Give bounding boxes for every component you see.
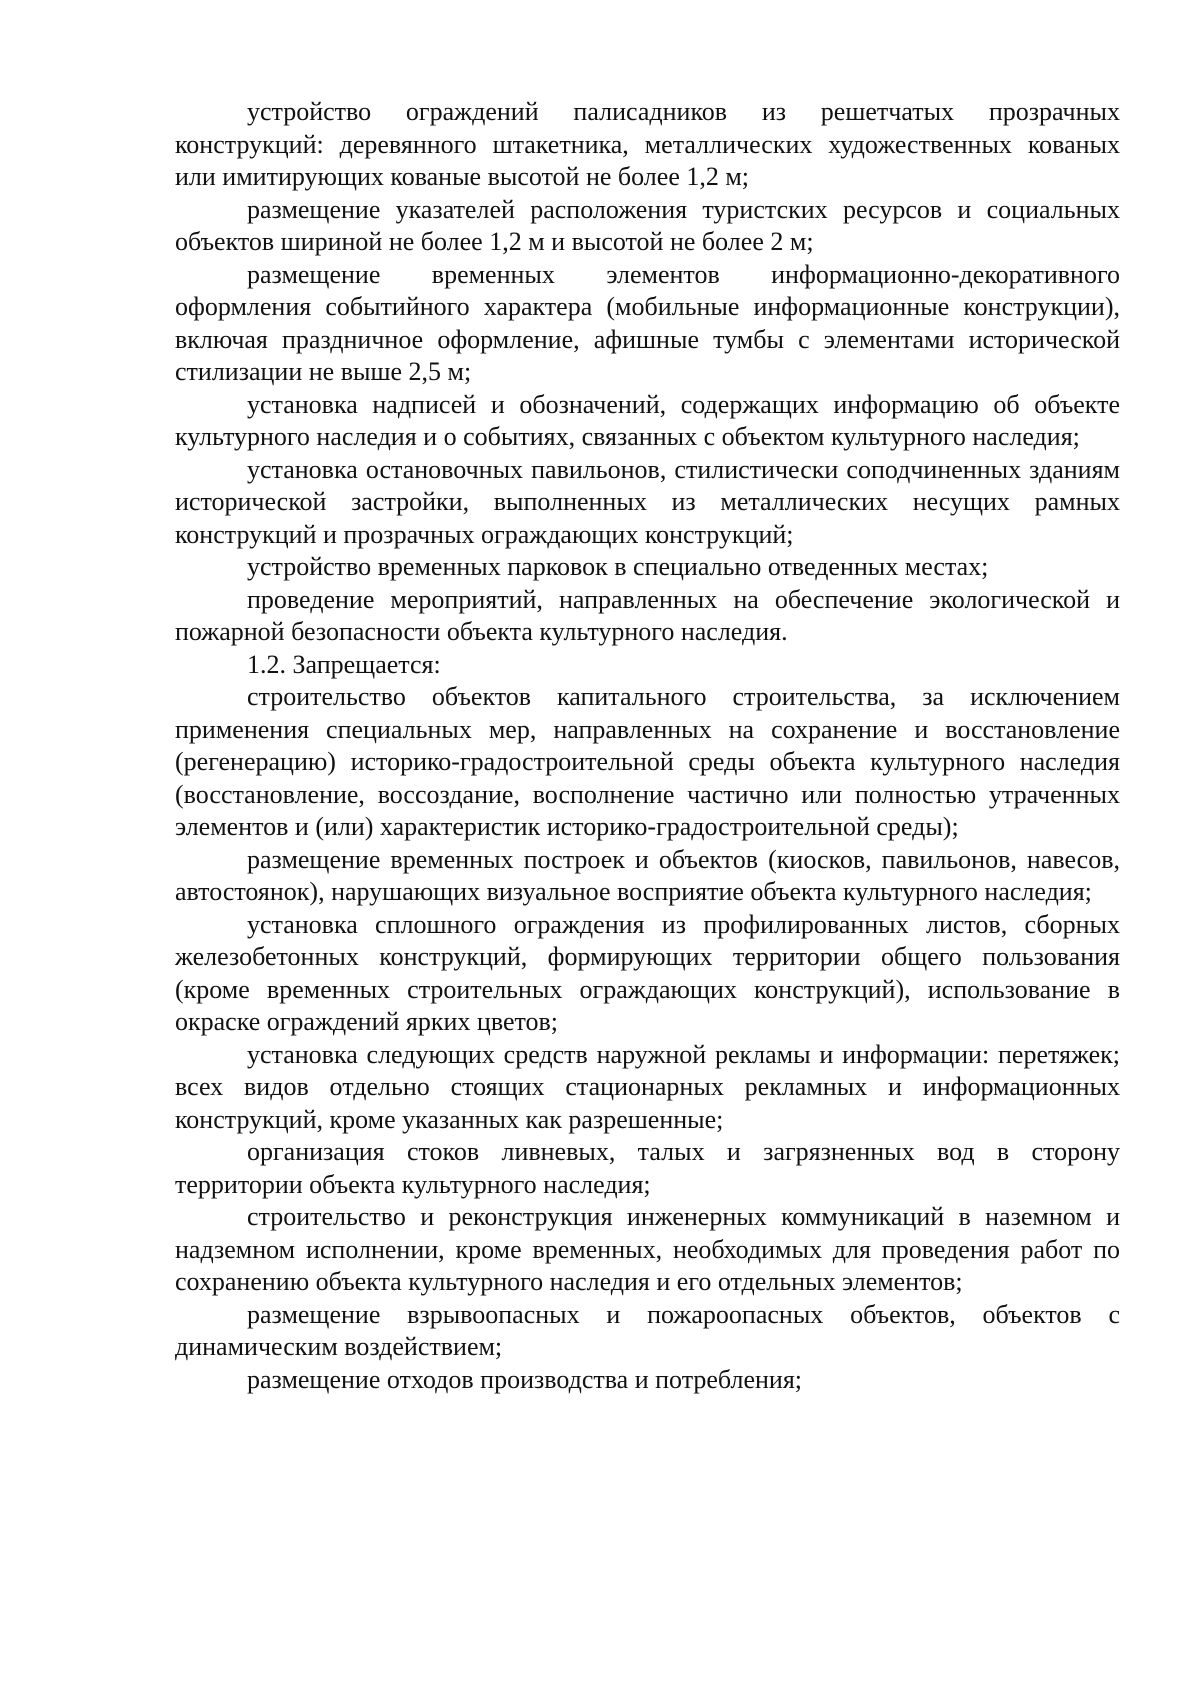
paragraph-inscriptions: установка надписей и обозначений, содержащих информацию об объекте культурного наследия и о событиях, связанных с объектом культурного наследия; (175, 389, 1120, 451)
paragraph-temporary-parking: устройство временных парковок в специально отведенных местах; (247, 552, 989, 581)
paragraph-water-drainage: организация стоков ливневых, талых и загрязненных вод в сторону территории объекта культурного наследия; (175, 1137, 1120, 1199)
paragraph-utilities: строительство и реконструкция инженерных коммуникаций в наземном и надземном исполнении, кроме временных, необходимых для проведения работ по сохранению объекта культурного наследия и его отдельных элементов; (175, 1202, 1120, 1296)
document-page (175, 96, 1120, 1396)
paragraph-solid-fencing: установка сплошного ограждения из профилированных листов, сборных железобетонных конструкций, формирующих территории общего пользования (кроме временных строительных ограждающих конструкций), использование в окраске ограждений ярких цветов; (175, 909, 1120, 1036)
section-heading-prohibited: 1.2. Запрещается: (247, 649, 441, 679)
paragraph-tourist-signs: размещение указателей расположения туристских ресурсов и социальных объектов шириной не более 1,2 м и высотой не более 2 м; (175, 194, 1120, 256)
paragraph-waste-placement: размещение отходов производства и потребления; (247, 1364, 803, 1394)
paragraph-temporary-buildings: размещение временных построек и объектов (киосков, павильонов, навесов, автостоянок), нарушающих визуальное восприятие объекта культурного наследия; (175, 844, 1120, 906)
paragraph-safety-measures: проведение мероприятий, направленных на обеспечение экологической и пожарной безопасности объекта культурного наследия. (175, 584, 1120, 646)
paragraph-temporary-decor: размещение временных элементов информационно-декоративного оформления событийного характера (мобильные информационные конструкции), включая праздничное оформление, афишные тумбы с элементами исторической стилизации не выше 2,5 м; (175, 259, 1120, 386)
paragraph-capital-construction: строительство объектов капитального строительства, за исключением применения специальных мер, направленных на сохранение и восстановление (регенерацию) историко-градостроительной среды объекта культурного наследия (восстановление, воссоздание, восполнение частично или полностью утраченных элементов и (или) характеристик историко-градостроительной среды); (175, 682, 1120, 841)
paragraph-palisade-fencing: устройство ограждений палисадников из решетчатых прозрачных конструкций: деревянного штакетника, металлических художественных кованых или имитирующих кованые высотой не более 1,2 м; (175, 97, 1120, 191)
paragraph-outdoor-advertising: установка следующих средств наружной рекламы и информации: перетяжек; всех видов отдельно стоящих стационарных рекламных и информационных конструкций, кроме указанных как разрешенные; (175, 1039, 1120, 1134)
paragraph-hazardous-objects: размещение взрывоопасных и пожароопасных объектов, объектов с динамическим воздействием; (175, 1299, 1120, 1361)
paragraph-bus-stops: установка остановочных павильонов, стилистически соподчиненных зданиям исторической застройки, выполненных из металлических несущих рамных конструкций и прозрачных ограждающих конструкций; (175, 454, 1120, 549)
